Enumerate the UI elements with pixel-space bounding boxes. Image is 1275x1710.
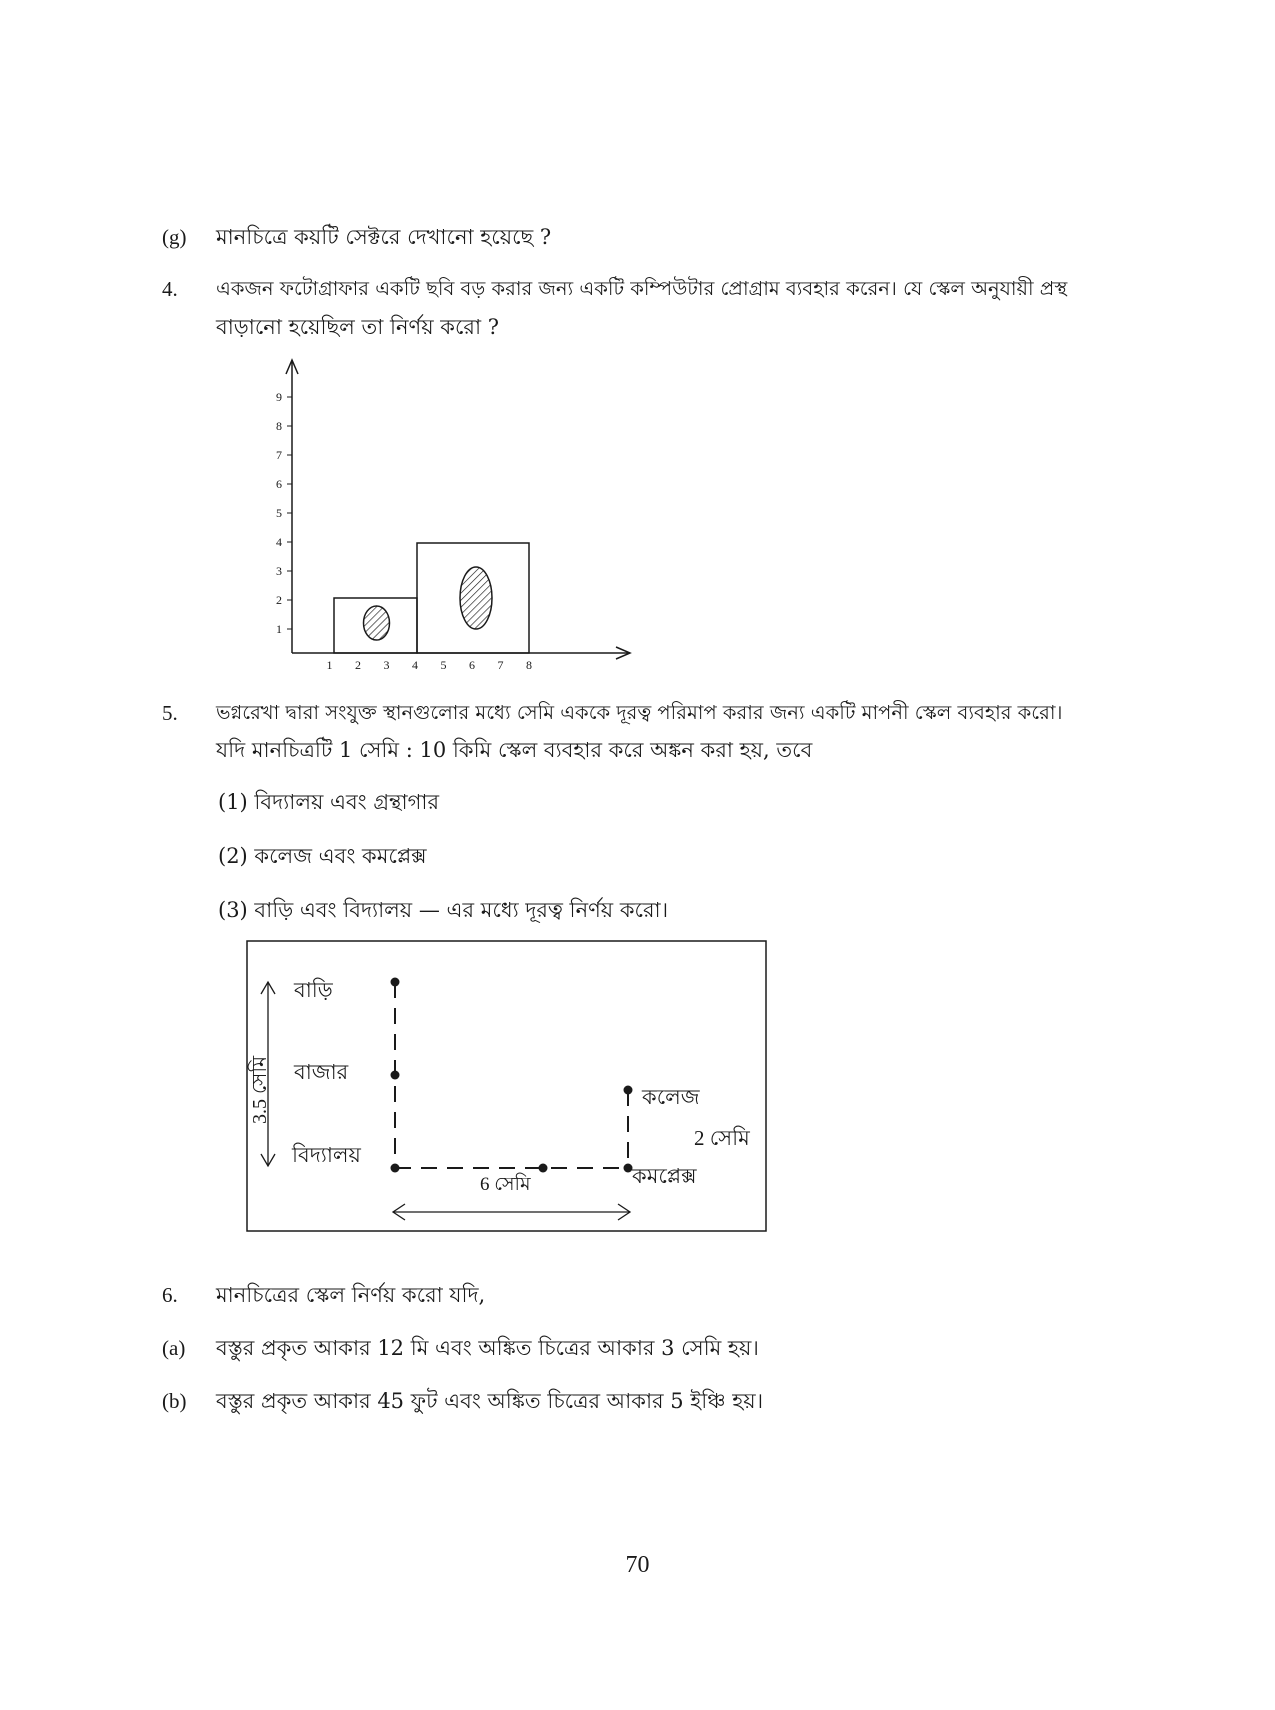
- y-tick-label: 6: [276, 477, 282, 491]
- x-tick-label: 2: [355, 658, 361, 672]
- vertical-distance-label: 3.5 সেমি: [249, 1055, 271, 1124]
- question-4-line-2: বাড়ানো হয়েছিল তা নির্ণয় করো ?: [216, 315, 500, 339]
- horizontal-distance-arrow: [393, 1204, 630, 1220]
- question-5-item-2: (2) কলেজ এবং কমপ্লেক্স: [218, 844, 427, 868]
- x-tick-label: 7: [497, 658, 504, 672]
- complex-point: [624, 1164, 633, 1173]
- college-distance-label: 2 সেমি: [694, 1126, 750, 1150]
- home-point: [391, 978, 400, 987]
- question-6a-label: (a): [162, 1336, 186, 1360]
- x-tick-label: 8: [526, 658, 532, 672]
- question-g-text: মানচিত্রে কয়টি সেক্টরে দেখানো হয়েছে ?: [216, 225, 552, 249]
- x-tick-label: 6: [469, 658, 475, 672]
- horizontal-distance-label: 6 সেমি: [480, 1174, 531, 1195]
- question-6-number: 6.: [162, 1283, 178, 1307]
- question-5-line-1: ভগ্নরেখা দ্বারা সংযুক্ত স্থানগুলোর মধ্যে সেমি এককে দূরত্ব পরিমাপ করার জন্য একটি মাপনী স্কেল ব্যবহার করো।: [216, 701, 1063, 724]
- y-tick-label: 8: [276, 419, 282, 433]
- question-5-line-2: যদি মানচিত্রটি 1 সেমি : 10 কিমি স্কেল ব্যবহার করে অঙ্কন করা হয়, তবে: [216, 738, 813, 762]
- home-label: বাড়ি: [294, 978, 333, 1002]
- school-point: [391, 1164, 400, 1173]
- market-point: [391, 1071, 400, 1080]
- question-6-text: মানচিত্রের স্কেল নির্ণয় করো যদি,: [216, 1283, 486, 1307]
- y-tick-label: 4: [276, 535, 282, 549]
- y-tick-label: 9: [276, 390, 282, 404]
- complex-label: কমপ্লেক্স: [632, 1164, 697, 1188]
- midway-point: [539, 1164, 548, 1173]
- question-6a-text: বস্তুর প্রকৃত আকার 12 মি এবং অঙ্কিত চিত্রের আকার 3 সেমি হয়।: [216, 1336, 759, 1360]
- y-tick-label: 7: [276, 448, 282, 462]
- question-4-line-1: একজন ফটোগ্রাফার একটি ছবি বড় করার জন্য একটি কম্পিউটার প্রোগ্রাম ব্যবহার করেন। যে স্কেল অনুযায়ী প্রস্থ: [216, 277, 1068, 300]
- college-label: কলেজ: [642, 1085, 700, 1109]
- y-tick-label: 3: [276, 564, 282, 578]
- y-tick-label: 5: [276, 506, 282, 520]
- question-4-number: 4.: [162, 277, 178, 301]
- question-5-item-1: (1) বিদ্যালয় এবং গ্রন্থাগার: [218, 790, 440, 814]
- x-tick-label: 4: [412, 658, 418, 672]
- question-6b-label: (b): [162, 1389, 187, 1413]
- y-tick-label: 1: [276, 622, 282, 636]
- college-point: [624, 1086, 633, 1095]
- x-tick-label: 5: [440, 658, 447, 672]
- x-tick-label: 1: [326, 658, 333, 672]
- question-g-label: (g): [162, 225, 187, 249]
- question-6b-text: বস্তুর প্রকৃত আকার 45 ফুট এবং অঙ্কিত চিত্রের আকার 5 ইঞ্চি হয়।: [216, 1389, 764, 1413]
- dashed-routes: [395, 982, 628, 1168]
- page-number: 70: [625, 1552, 650, 1578]
- question-5-item-3: (3) বাড়ি এবং বিদ্যালয় — এর মধ্যে দূরত্ব নির্ণয় করো।: [218, 898, 669, 922]
- y-tick-label: 2: [276, 593, 282, 607]
- market-label: বাজার: [294, 1060, 349, 1084]
- question-5-number: 5.: [162, 701, 178, 725]
- school-label: বিদ্যালয়: [292, 1143, 361, 1167]
- x-tick-label: 3: [383, 658, 390, 672]
